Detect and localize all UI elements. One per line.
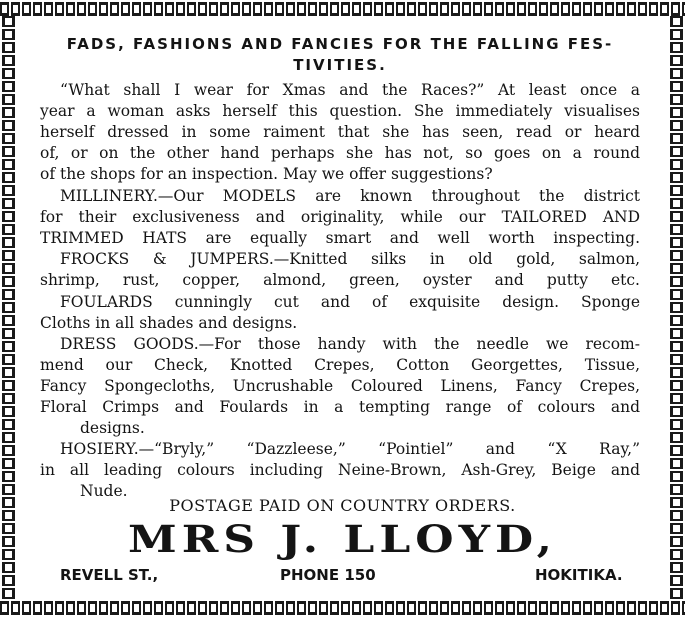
body-line: Floral Crimps and Foulards in a tempting range of colours and bbox=[40, 398, 640, 416]
body-line: in all leading colours including Neine-Brown, Ash-Grey, Beige and bbox=[40, 461, 640, 479]
body-line-hosiery: HOSIERY.—“Bryly,” “Dazzleese,” “Pointiel” and “X Ray,” bbox=[60, 440, 640, 458]
body-line: year a woman asks herself this question. She immediately visualises bbox=[40, 102, 640, 120]
body-line: Nude. bbox=[80, 482, 128, 500]
body-line: for their exclusiveness and originality, while our TAILORED AND bbox=[40, 208, 640, 226]
body-line: herself dressed in some raiment that she has seen, read or heard bbox=[40, 123, 640, 141]
body-line: of, or on the other hand perhaps she has not, so goes on a round bbox=[40, 144, 640, 162]
footer-phone: PHONE 150 bbox=[280, 566, 376, 584]
headline-line-1: FADS, FASHIONS AND FANCIES FOR THE FALLING FES- bbox=[66, 35, 614, 53]
body-line: mend our Check, Knotted Crepes, Cotton Georgettes, Tissue, bbox=[40, 356, 640, 374]
ornamental-border-bottom bbox=[0, 601, 685, 615]
postage-notice: POSTAGE PAID ON COUNTRY ORDERS. bbox=[169, 496, 516, 515]
body-line: shrimp, rust, copper, almond, green, oyster and putty etc. bbox=[40, 271, 640, 289]
headline-line-2: TIVITIES. bbox=[293, 56, 387, 74]
body-line-frocks: FROCKS & JUMPERS.—Knitted silks in old gold, salmon, bbox=[60, 250, 640, 268]
footer-town: HOKITIKA. bbox=[535, 566, 623, 584]
body-line-dress-goods: DRESS GOODS.—For those handy with the needle we recom- bbox=[60, 335, 640, 353]
body-line-millinery: MILLINERY.—Our MODELS are known throughout the district bbox=[60, 187, 640, 205]
merchant-name: MRS J. LLOYD, bbox=[128, 518, 557, 562]
body-line: Fancy Spongecloths, Uncrushable Coloured Linens, Fancy Crepes, bbox=[40, 377, 640, 395]
body-line: Cloths in all shades and designs. bbox=[40, 314, 298, 332]
ornamental-border-top bbox=[0, 2, 685, 16]
body-line: TRIMMED HATS are equally smart and well worth inspecting. bbox=[40, 229, 640, 247]
body-line: “What shall I wear for Xmas and the Races?” At least once a bbox=[60, 81, 640, 99]
body-line: of the shops for an inspection. May we offer suggestions? bbox=[40, 165, 493, 183]
footer-street: REVELL ST., bbox=[60, 566, 159, 584]
body-line: designs. bbox=[80, 419, 145, 437]
body-line-foulards: FOULARDS cunningly cut and of exquisite design. Sponge bbox=[60, 293, 640, 311]
